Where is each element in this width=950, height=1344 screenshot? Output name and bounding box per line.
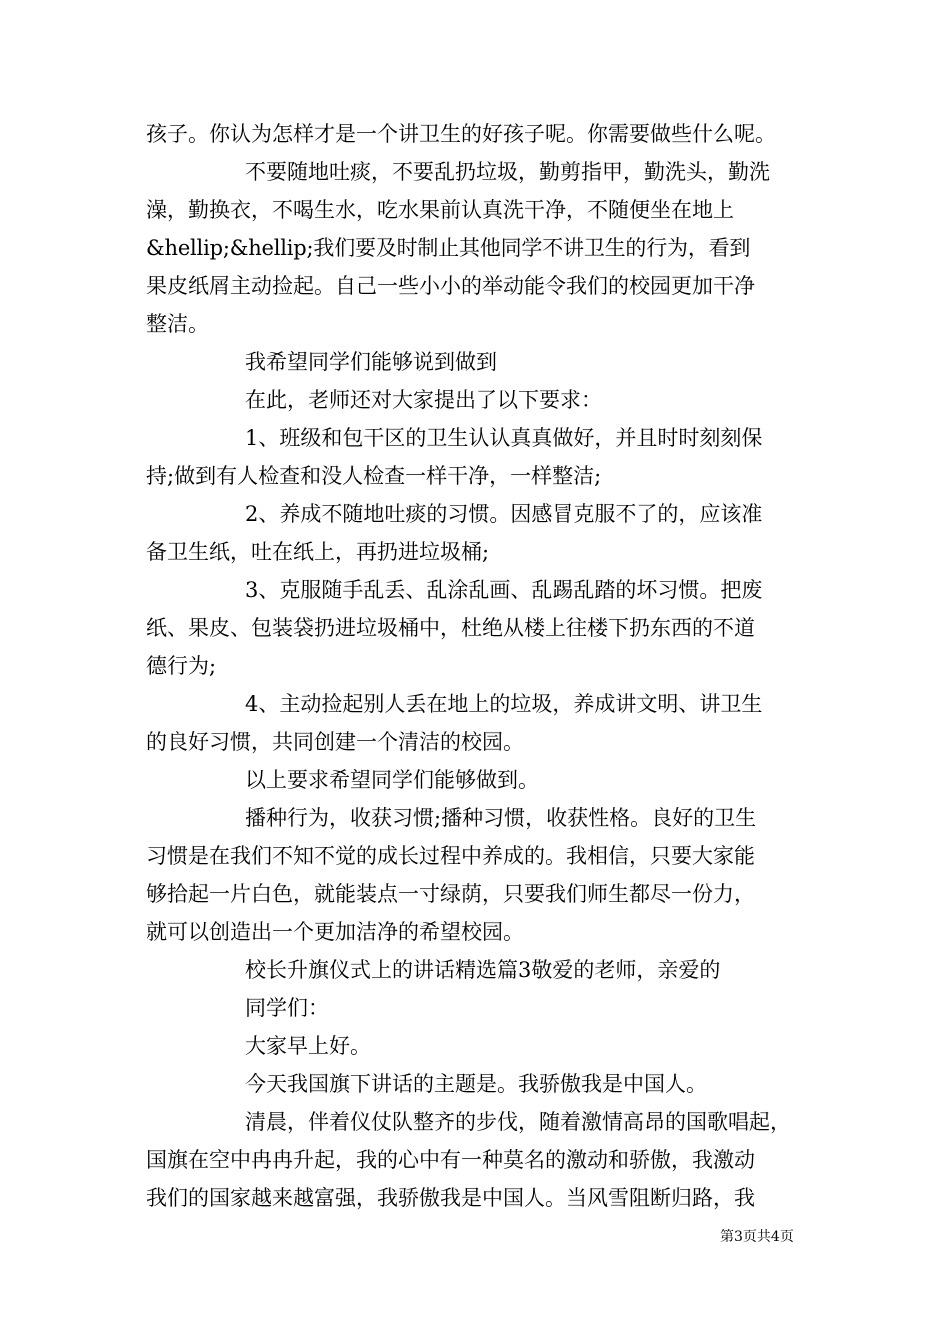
text-line: 澡，勤换衣，不喝生水，吃水果前认真洗干净，不随便坐在地上 [146,198,734,222]
text-line: 校长升旗仪式上的讲话精选篇3敬爱的老师，亲爱的 [245,958,721,982]
text-line: 果皮纸屑主动捡起。自己一些小小的举动能令我们的校园更加干净 [146,274,755,298]
text-line: 国旗在空中冉冉升起，我的心中有一种莫名的激动和骄傲，我激动 [146,1148,755,1172]
text-line: 在此，老师还对大家提出了以下要求： [245,388,602,412]
text-line: 3、克服随手乱丢、乱涂乱画、乱踢乱踏的坏习惯。把废 [245,578,763,602]
text-line: 备卫生纸，吐在纸上，再扔进垃圾桶; [146,540,490,564]
text-line: 2、养成不随地吐痰的习惯。因感冒克服不了的，应该准 [245,502,763,526]
text-line: 够拾起一片白色，就能装点一寸绿荫，只要我们师生都尽一份力， [146,882,755,906]
text-line: 1、班级和包干区的卫生认认真真做好，并且时时刻刻保 [245,426,763,450]
text-line: 就可以创造出一个更加洁净的希望校园。 [146,920,524,944]
text-line: 我们的国家越来越富强，我骄傲我是中国人。当风雪阻断归路，我 [146,1186,755,1210]
text-line: 不要随地吐痰，不要乱扔垃圾，勤剪指甲，勤洗头，勤洗 [245,160,770,184]
text-line: &hellip;&hellip;我们要及时制止其他同学不讲卫生的行为，看到 [146,236,751,260]
text-line: 纸、果皮、包装袋扔进垃圾桶中，杜绝从楼上往楼下扔东西的不道 [146,616,755,640]
text-line: 同学们： [245,996,329,1020]
text-line: 今天我国旗下讲话的主题是。我骄傲我是中国人。 [245,1072,707,1096]
text-line: 播种行为，收获习惯;播种习惯，收获性格。良好的卫生 [245,806,757,830]
text-line: 的良好习惯，共同创建一个清洁的校园。 [146,730,524,754]
text-line: 整洁。 [146,312,209,336]
text-line: 孩子。你认为怎样才是一个讲卫生的好孩子呢。你需要做些什么呢。 [146,122,776,146]
text-line: 以上要求希望同学们能够做到。 [245,768,539,792]
text-line: 我希望同学们能够说到做到 [245,350,497,374]
text-line: 德行为; [146,654,217,678]
text-line: 持;做到有人检查和没人检查一样干净，一样整洁; [146,464,602,488]
text-line: 习惯是在我们不知不觉的成长过程中养成的。我相信，只要大家能 [146,844,755,868]
text-line: 大家早上好。 [245,1034,371,1058]
text-line: 清晨，伴着仪仗队整齐的步伐，随着激情高昂的国歌唱起， [245,1110,791,1134]
page-number: 第3页共4页 [720,1229,794,1245]
text-line: 4、主动捡起别人丢在地上的垃圾，养成讲文明、讲卫生 [245,692,763,716]
